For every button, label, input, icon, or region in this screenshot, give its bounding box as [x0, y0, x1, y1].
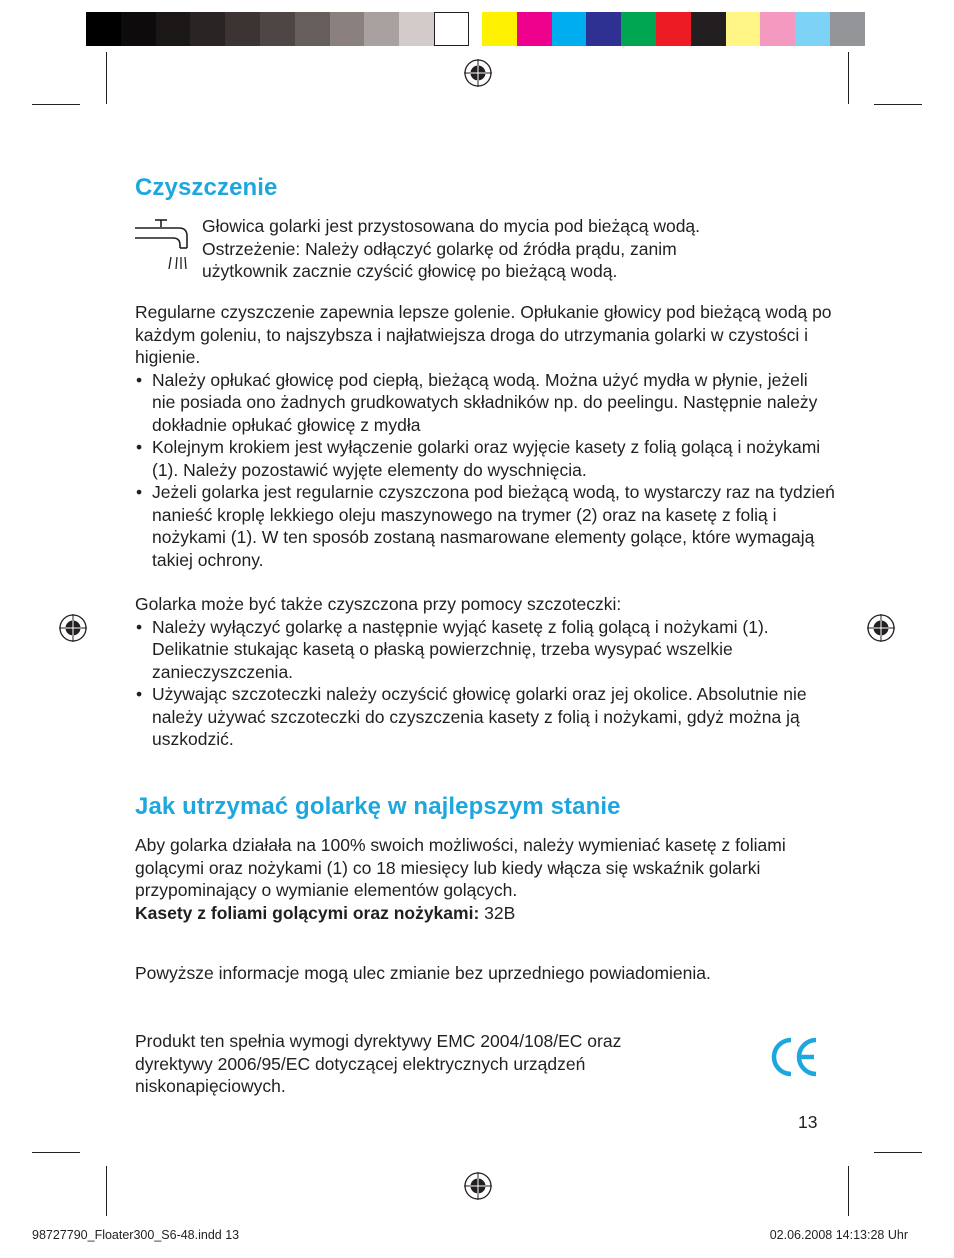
calibration-swatch — [586, 12, 621, 46]
calibration-swatch — [795, 12, 830, 46]
footer-filename: 98727790_Floater300_S6-48.indd 13 — [32, 1228, 240, 1242]
calibration-swatch — [691, 12, 726, 46]
calibration-swatch — [482, 12, 517, 46]
registration-mark-icon — [463, 1171, 493, 1201]
warning-line: Głowica golarki jest przystosowana do mycia pod bieżącą wodą. — [202, 216, 701, 236]
list-item: • Należy opłukać głowicę pod ciepłą, bieżącą wodą. Można użyć mydła w płynie, jeżeli nie posiada ono żadnych grudkowatych składników np. do peelingu. Następnie należy dokładnie opłukać głowicę z mydła — [135, 369, 835, 437]
section-title-cleaning: Czyszczenie — [135, 174, 278, 201]
calibration-swatch — [434, 12, 469, 46]
calibration-swatch — [726, 12, 761, 46]
brush-cleaning-body — [135, 593, 835, 751]
cleaning-intro: Regularne czyszczenie zapewnia lepsze golenie. Opłukanie głowicy pod bieżącą wodą po każdym goleniu, to najszybsza i najłatwiejsza droga do utrzymania golarki w czystości i higienie. — [135, 302, 832, 367]
calibration-swatch — [656, 12, 691, 46]
warning-block — [202, 215, 822, 283]
calibration-swatch — [225, 12, 260, 46]
parts-value: 32B — [484, 902, 516, 923]
compliance-line: niskonapięciowych. — [135, 1076, 286, 1096]
calibration-swatch — [260, 12, 295, 46]
calibration-swatch — [295, 12, 330, 46]
compliance-line: Produkt ten spełnia wymogi dyrektywy EMC 2004/108/EC oraz — [135, 1031, 622, 1051]
parts-label: Kasety z foliami golącymi oraz nożykami: — [135, 902, 480, 923]
cleaning-steps-list — [135, 369, 835, 572]
notice-text: Powyższe informacje mogą ulec zmianie bez uprzedniego powiadomienia. — [135, 963, 711, 983]
compliance-line: dyrektywy 2006/95/EC dotyczącej elektrycznych urządzeń — [135, 1053, 586, 1074]
brush-steps-list — [135, 616, 835, 751]
section-title-maintenance: Jak utrzymać golarkę w najlepszym stanie — [135, 793, 621, 820]
parts-line — [135, 902, 807, 925]
compliance-block — [135, 1030, 735, 1098]
calibration-swatch — [86, 12, 121, 46]
ce-mark-icon — [768, 1036, 820, 1078]
registration-mark-icon — [866, 613, 896, 643]
calibration-swatch — [621, 12, 656, 46]
list-item: • Jeżeli golarka jest regularnie czyszczona pod bieżącą wodą, to wystarczy raz na tydzień nanieść kroplę lekkiego oleju maszynowego na trymer (2) oraz na kasetę z folią i nożykami (1). W ten sposób zostaną nasmarowane elementy golące, które wymagają takiej ochrony. — [135, 481, 835, 571]
cleaning-body — [135, 301, 835, 571]
registration-mark-icon — [463, 58, 493, 88]
calibration-swatch — [190, 12, 225, 46]
calibration-swatch — [399, 12, 434, 46]
maintenance-text: Aby golarka działała na 100% swoich możliwości, należy wymieniać kasetę z foliami golącymi oraz nożykami (1) co 18 miesięcy lub kiedy włącza się wskaźnik golarki przypominający o wymianie elementów golących. — [135, 835, 786, 900]
calibration-swatch — [156, 12, 191, 46]
calibration-swatch — [364, 12, 399, 46]
registration-mark-icon — [58, 613, 88, 643]
footer-datetime: 02.06.2008 14:13:28 Uhr — [769, 1228, 908, 1242]
list-item: • Kolejnym krokiem jest wyłączenie golarki oraz wyjęcie kasety z folią golącą i nożykami (1). Należy pozostawić wyjęte elementy do wyschnięcia. — [135, 436, 835, 481]
calibration-swatch — [517, 12, 552, 46]
warning-line: użytkownik zacznie czyścić głowicę po bieżącą wodą. — [202, 261, 618, 281]
faucet-icon — [133, 218, 189, 274]
list-item: • Używając szczoteczki należy oczyścić głowicę golarki oraz jej okolice. Absolutnie nie należy używać szczoteczki do czyszczenia kasety z folią i nożykami, gdyż można ją uszkodzić. — [135, 683, 835, 751]
page-number: 13 — [798, 1112, 818, 1132]
calibration-swatch — [121, 12, 156, 46]
calibration-swatch — [552, 12, 587, 46]
maintenance-body — [135, 834, 807, 924]
list-item: • Należy wyłączyć golarkę a następnie wyjąć kasetę z folią golącą i nożykami (1). Delikatnie stukając kasetą o płaską powierzchnię, trzeba wysypać wszelkie zanieczyszczenia. — [135, 616, 835, 684]
calibration-swatch — [760, 12, 795, 46]
warning-line: Ostrzeżenie: Należy odłączyć golarkę od źródła prądu, zanim — [202, 238, 677, 259]
brush-intro: Golarka może być także czyszczona przy pomocy szczoteczki: — [135, 594, 622, 614]
calibration-swatch — [330, 12, 365, 46]
calibration-swatch — [830, 12, 865, 46]
